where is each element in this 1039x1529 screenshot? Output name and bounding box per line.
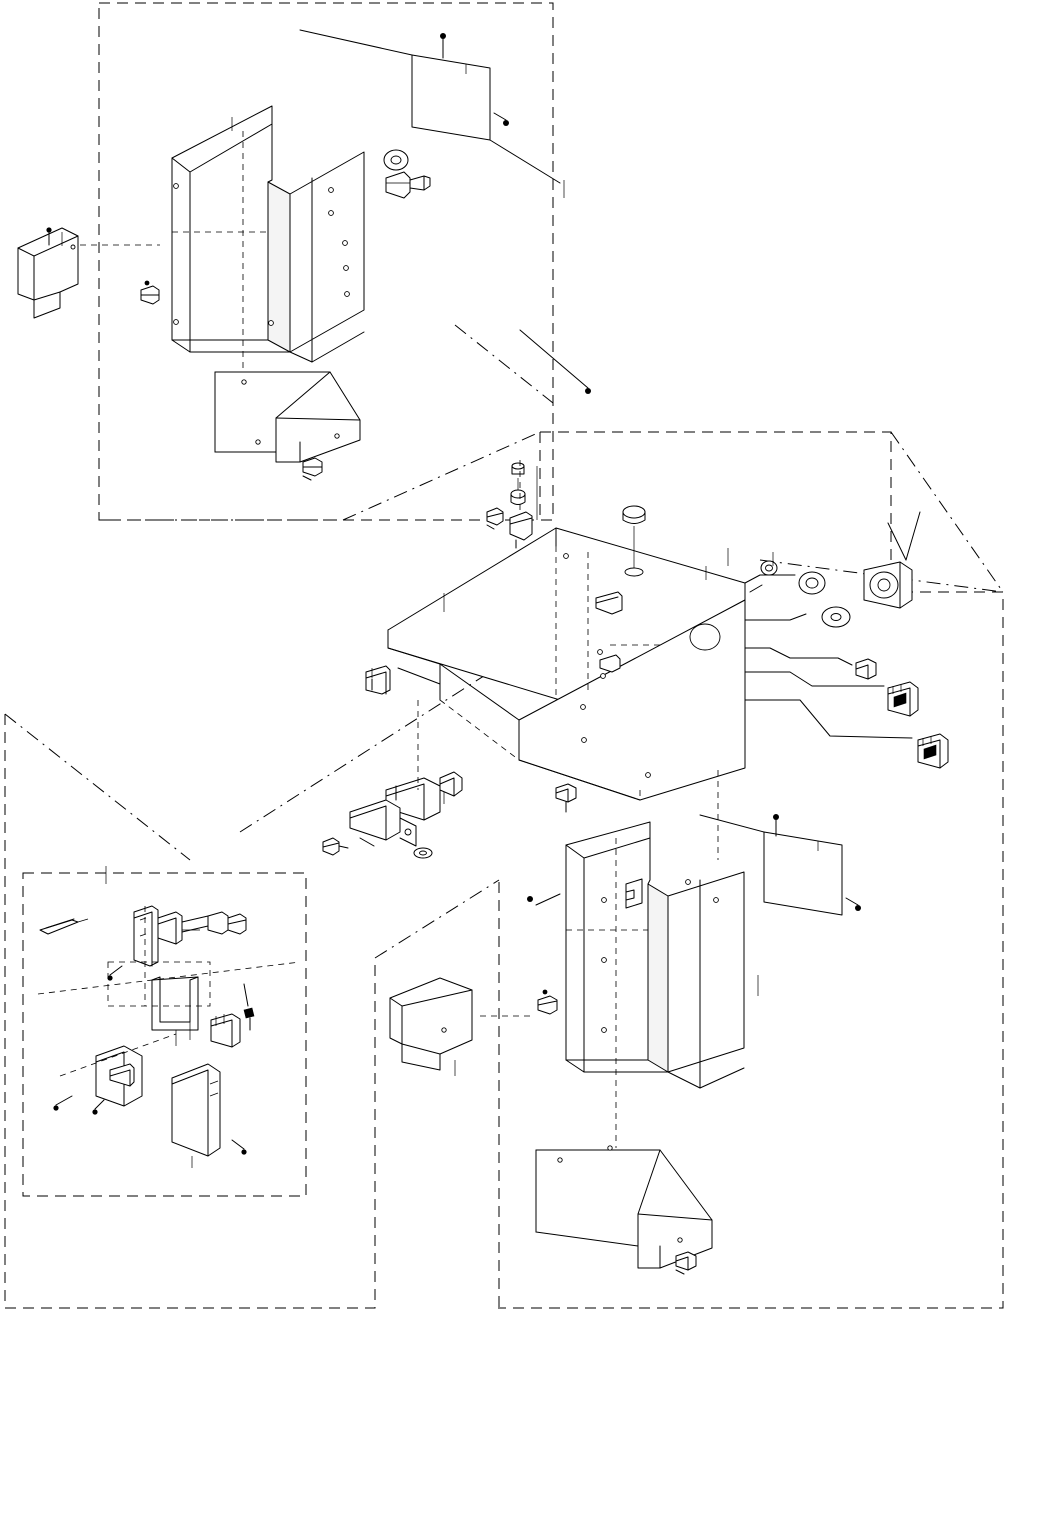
part-grommet-small (761, 561, 777, 575)
part-solenoid-body (323, 772, 462, 858)
part-switch-plate-lower (53, 1046, 142, 1115)
part-knob-assembly (384, 150, 430, 198)
detail-inset-assembly (38, 866, 300, 1168)
part-cable-gland (510, 463, 537, 548)
part-fastener-left (487, 508, 503, 529)
part-u-bracket (152, 977, 198, 1046)
part-bottom-base-plate (536, 1146, 712, 1268)
part-grommet-large (799, 572, 825, 594)
part-washer (822, 607, 850, 627)
part-fastener-mid (556, 784, 576, 812)
part-bottom-cover-plate (764, 814, 861, 915)
part-bottom-bracket-left (390, 978, 472, 1070)
part-spring-clip (244, 984, 254, 1030)
part-hex-nut-right (856, 659, 876, 679)
top-cabinet-assembly (18, 30, 591, 480)
part-terminal-module-upper (888, 682, 918, 716)
part-small-bracket-left (366, 666, 390, 694)
part-screw-fastener-base (303, 458, 322, 480)
part-pin-shaft (40, 919, 88, 934)
part-connector-block (864, 512, 920, 608)
part-top-cover-plate (412, 33, 509, 140)
part-main-enclosure-body (388, 528, 745, 800)
part-relay-box (211, 1014, 240, 1047)
bottom-cabinet-assembly (390, 814, 861, 1274)
part-top-bracket-left (18, 227, 78, 318)
detail-inset-alignment (38, 866, 300, 1076)
part-top-base-plate (215, 372, 360, 462)
part-switch-body (172, 1064, 247, 1168)
part-bottom-side-panel (566, 822, 744, 1088)
part-screw-fastener-top (141, 281, 159, 304)
part-fastener-bottom-base (676, 1252, 696, 1274)
part-terminal-module-lower (918, 734, 948, 768)
part-top-side-panel (172, 106, 364, 362)
part-fastener-bottom-side (538, 990, 557, 1014)
part-switch-plate-upper (107, 906, 246, 981)
